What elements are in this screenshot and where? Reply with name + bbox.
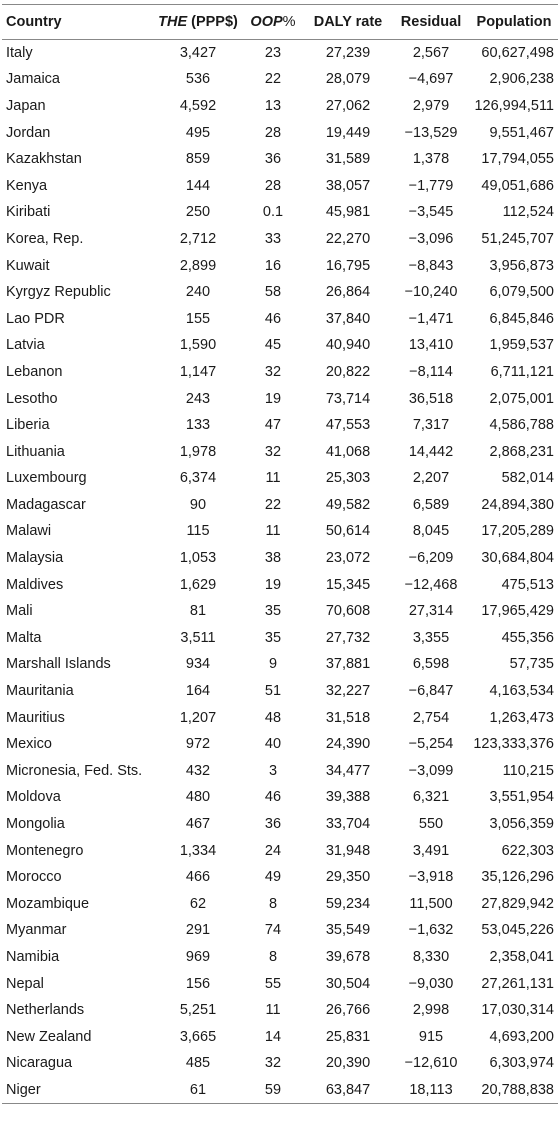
cell-daly: 29,350 <box>325 869 371 886</box>
cell-oop: 19 <box>264 390 282 407</box>
cell-country: Latvia <box>6 337 45 354</box>
cell-population: 24,894,380 <box>481 496 554 513</box>
cell-country: Kyrgyz Republic <box>6 284 111 301</box>
cell-country: Niger <box>6 1081 41 1098</box>
cell-country: Lithuania <box>6 443 65 460</box>
cell-population: 49,051,686 <box>481 177 554 194</box>
cell-daly: 25,831 <box>325 1028 371 1045</box>
cell-country: Lesotho <box>6 390 58 407</box>
cell-the: 859 <box>185 151 211 168</box>
cell-the: 144 <box>185 177 211 194</box>
cell-daly: 27,732 <box>325 629 371 646</box>
cell-country: Kiribati <box>6 204 51 221</box>
cell-the: 1,334 <box>179 842 217 859</box>
cell-residual: 3,491 <box>412 842 450 859</box>
cell-oop: 3 <box>268 762 278 779</box>
cell-the: 1,629 <box>179 576 217 593</box>
cell-residual: 6,321 <box>412 789 450 806</box>
cell-residual: 8,045 <box>412 523 450 540</box>
cell-daly: 20,822 <box>325 363 371 380</box>
cell-oop: 11 <box>265 523 281 540</box>
header-oop <box>242 5 304 40</box>
cell-the: 3,665 <box>179 1028 217 1045</box>
table-row <box>2 1050 558 1077</box>
table-row <box>2 758 558 785</box>
cell-the: 2,712 <box>179 230 217 247</box>
cell-daly: 26,766 <box>325 1002 371 1019</box>
cell-the: 61 <box>189 1081 207 1098</box>
cell-residual: 8,330 <box>412 948 450 965</box>
table-row <box>2 279 558 306</box>
cell-the: 243 <box>185 390 211 407</box>
cell-daly: 22,270 <box>325 230 371 247</box>
cell-residual: −10,240 <box>404 284 458 301</box>
cell-population: 1,263,473 <box>489 709 554 726</box>
cell-daly: 37,881 <box>325 656 371 673</box>
cell-population: 2,906,238 <box>489 71 554 88</box>
table-row <box>2 66 558 93</box>
cell-residual: −12,610 <box>404 1055 458 1072</box>
country-health-table <box>2 4 558 1104</box>
cell-the: 3,511 <box>180 629 216 646</box>
cell-residual: 36,518 <box>408 390 454 407</box>
cell-population: 35,126,296 <box>481 869 554 886</box>
cell-country: Liberia <box>6 417 50 434</box>
cell-the: 155 <box>185 310 211 327</box>
cell-residual: −3,918 <box>408 869 454 886</box>
cell-daly: 45,981 <box>325 204 371 221</box>
table-row <box>2 837 558 864</box>
cell-the: 972 <box>185 736 211 753</box>
table-row <box>2 40 558 67</box>
cell-residual: 13,410 <box>408 337 454 354</box>
cell-country: Kazakhstan <box>6 151 82 168</box>
cell-population: 4,586,788 <box>489 417 554 434</box>
cell-daly: 24,390 <box>325 736 371 753</box>
cell-population: 110,215 <box>502 762 554 779</box>
cell-the: 4,592 <box>179 97 217 114</box>
table-row <box>2 917 558 944</box>
cell-population: 60,627,498 <box>481 45 554 62</box>
table-row <box>2 385 558 412</box>
cell-daly: 47,553 <box>325 417 371 434</box>
cell-daly: 25,303 <box>325 470 371 487</box>
cell-oop: 35 <box>264 629 282 646</box>
cell-country: Italy <box>6 45 33 62</box>
header-row <box>2 5 558 40</box>
table-row <box>2 678 558 705</box>
cell-daly: 30,504 <box>325 975 371 992</box>
cell-the: 485 <box>185 1055 211 1072</box>
cell-residual: −1,779 <box>408 177 454 194</box>
cell-daly: 59,234 <box>325 895 371 912</box>
cell-oop: 46 <box>264 789 282 806</box>
cell-country: Korea, Rep. <box>6 230 84 247</box>
cell-country: Kuwait <box>6 257 50 274</box>
cell-daly: 38,057 <box>325 177 371 194</box>
cell-residual: 6,589 <box>412 496 450 513</box>
cell-residual: 2,567 <box>412 45 450 62</box>
cell-residual: −4,697 <box>408 71 454 88</box>
cell-country: Luxembourg <box>6 470 87 487</box>
cell-daly: 31,518 <box>325 709 371 726</box>
cell-population: 2,358,041 <box>489 948 554 965</box>
table-row <box>2 731 558 758</box>
cell-country: Kenya <box>6 177 48 194</box>
cell-the: 164 <box>185 683 211 700</box>
cell-population: 3,551,954 <box>489 789 554 806</box>
cell-oop: 55 <box>264 975 282 992</box>
cell-daly: 26,864 <box>325 284 371 301</box>
cell-the: 250 <box>185 204 211 221</box>
cell-the: 934 <box>185 656 211 673</box>
cell-oop: 22 <box>264 496 282 513</box>
cell-residual: −3,545 <box>408 204 454 221</box>
cell-residual: 18,113 <box>409 1081 453 1098</box>
table-row <box>2 1077 558 1104</box>
cell-daly: 39,678 <box>325 948 371 965</box>
cell-population: 27,261,131 <box>481 975 554 992</box>
cell-the: 467 <box>185 816 211 833</box>
cell-population: 27,829,942 <box>481 895 554 912</box>
cell-population: 20,788,838 <box>481 1081 554 1098</box>
cell-oop: 58 <box>264 284 282 301</box>
table-row <box>2 252 558 279</box>
table-header <box>2 5 558 40</box>
cell-the: 1,207 <box>179 709 217 726</box>
cell-oop: 13 <box>264 97 282 114</box>
cell-population: 6,845,846 <box>489 310 554 327</box>
cell-population: 51,245,707 <box>481 230 554 247</box>
cell-the: 969 <box>185 948 211 965</box>
cell-oop: 14 <box>264 1028 282 1045</box>
cell-residual: −12,468 <box>404 576 458 593</box>
cell-residual: −13,529 <box>404 124 458 141</box>
cell-country: Micronesia, Fed. Sts. <box>6 762 143 779</box>
cell-daly: 15,345 <box>325 576 371 593</box>
cell-population: 622,303 <box>501 842 554 859</box>
cell-country: Lao PDR <box>6 310 65 327</box>
cell-oop: 47 <box>264 417 282 434</box>
cell-oop: 23 <box>264 45 282 62</box>
cell-population: 17,965,429 <box>481 603 554 620</box>
cell-daly: 28,079 <box>325 71 371 88</box>
cell-population: 582,014 <box>501 470 554 487</box>
cell-population: 17,205,289 <box>481 523 554 540</box>
cell-country: Malaysia <box>6 550 64 567</box>
table-row <box>2 784 558 811</box>
table-row <box>2 1023 558 1050</box>
table-row <box>2 465 558 492</box>
table-row <box>2 93 558 120</box>
cell-the: 480 <box>185 789 211 806</box>
table-row <box>2 412 558 439</box>
table-row <box>2 625 558 652</box>
cell-residual: −8,114 <box>409 363 453 380</box>
cell-oop: 0.1 <box>262 204 284 221</box>
cell-population: 3,956,873 <box>489 257 554 274</box>
header-oop-unit: % <box>282 14 296 30</box>
cell-the: 6,374 <box>179 470 217 487</box>
cell-the: 62 <box>189 895 207 912</box>
header-oop-abbrev: OOP <box>250 14 283 30</box>
cell-population: 17,794,055 <box>481 151 554 168</box>
cell-country: Lebanon <box>6 363 63 380</box>
cell-oop: 8 <box>268 895 278 912</box>
cell-country: Morocco <box>6 869 62 886</box>
cell-residual: −6,209 <box>408 550 454 567</box>
cell-the: 1,147 <box>179 363 217 380</box>
cell-country: Mongolia <box>6 816 65 833</box>
cell-daly: 49,582 <box>325 496 371 513</box>
cell-country: Montenegro <box>6 842 84 859</box>
cell-residual: −1,632 <box>408 922 454 939</box>
cell-residual: 6,598 <box>412 656 450 673</box>
cell-country: Mali <box>6 603 33 620</box>
cell-the: 240 <box>185 284 211 301</box>
cell-country: Netherlands <box>6 1002 85 1019</box>
cell-country: Maldives <box>6 576 64 593</box>
table-row <box>2 332 558 359</box>
cell-oop: 49 <box>264 869 282 886</box>
cell-population: 3,056,359 <box>489 816 554 833</box>
cell-population: 4,693,200 <box>489 1028 554 1045</box>
cell-oop: 35 <box>264 603 282 620</box>
cell-daly: 32,227 <box>325 683 371 700</box>
table-row <box>2 891 558 918</box>
cell-country: New Zealand <box>6 1028 92 1045</box>
table-row <box>2 199 558 226</box>
cell-the: 2,899 <box>179 257 217 274</box>
cell-residual: −3,096 <box>408 230 454 247</box>
header-the-unit: (PPP$) <box>187 14 238 30</box>
cell-oop: 32 <box>264 1055 282 1072</box>
cell-daly: 41,068 <box>325 443 371 460</box>
header-residual: Residual <box>400 14 462 30</box>
cell-the: 536 <box>185 71 211 88</box>
cell-daly: 19,449 <box>325 124 371 141</box>
cell-oop: 28 <box>264 124 282 141</box>
cell-residual: −9,030 <box>408 975 454 992</box>
table-row <box>2 359 558 386</box>
cell-oop: 19 <box>264 576 282 593</box>
table-row <box>2 598 558 625</box>
table-body <box>2 40 558 1104</box>
cell-residual: 915 <box>418 1028 444 1045</box>
cell-population: 2,868,231 <box>489 443 554 460</box>
cell-population: 455,356 <box>501 629 554 646</box>
cell-country: Japan <box>6 97 46 114</box>
cell-residual: −8,843 <box>408 257 454 274</box>
table-row <box>2 571 558 598</box>
cell-population: 123,333,376 <box>473 736 554 753</box>
cell-population: 30,684,804 <box>481 550 554 567</box>
cell-oop: 9 <box>268 656 278 673</box>
cell-daly: 31,948 <box>325 842 371 859</box>
cell-oop: 32 <box>264 363 282 380</box>
cell-the: 1,053 <box>179 550 217 567</box>
cell-oop: 51 <box>264 683 282 700</box>
cell-country: Moldova <box>6 789 61 806</box>
cell-the: 1,978 <box>179 443 217 460</box>
cell-daly: 27,062 <box>325 97 371 114</box>
cell-country: Mozambique <box>6 895 90 912</box>
cell-oop: 74 <box>264 922 282 939</box>
cell-residual: 2,754 <box>412 709 450 726</box>
cell-residual: 7,317 <box>412 417 450 434</box>
cell-population: 126,994,511 <box>474 97 554 114</box>
table-row <box>2 864 558 891</box>
cell-residual: 550 <box>418 816 444 833</box>
cell-daly: 35,549 <box>325 922 371 939</box>
cell-residual: 2,979 <box>412 97 450 114</box>
table-row <box>2 811 558 838</box>
cell-oop: 38 <box>264 550 282 567</box>
cell-the: 466 <box>185 869 211 886</box>
table-row <box>2 305 558 332</box>
cell-oop: 59 <box>264 1081 282 1098</box>
cell-country: Madagascar <box>6 496 86 513</box>
cell-daly: 63,847 <box>325 1081 371 1098</box>
table-row <box>2 146 558 173</box>
cell-daly: 23,072 <box>325 550 371 567</box>
cell-oop: 11 <box>265 1002 281 1019</box>
table-row <box>2 704 558 731</box>
header-the-abbrev: THE <box>158 14 188 30</box>
cell-residual: 2,998 <box>412 1002 450 1019</box>
cell-population: 53,045,226 <box>481 922 554 939</box>
cell-oop: 33 <box>264 230 282 247</box>
cell-population: 9,551,467 <box>489 124 554 141</box>
header-country: Country <box>6 14 62 30</box>
cell-country: Mauritania <box>6 683 74 700</box>
cell-the: 3,427 <box>179 45 217 62</box>
table-row <box>2 172 558 199</box>
header-daly: DALY rate <box>313 14 383 30</box>
table-row <box>2 518 558 545</box>
cell-population: 6,303,974 <box>489 1055 554 1072</box>
cell-the: 81 <box>189 603 207 620</box>
cell-daly: 20,390 <box>325 1055 371 1072</box>
cell-daly: 37,840 <box>325 310 371 327</box>
cell-the: 115 <box>186 523 210 540</box>
cell-daly: 40,940 <box>325 337 371 354</box>
table-row <box>2 492 558 519</box>
cell-country: Nicaragua <box>6 1055 73 1072</box>
cell-oop: 16 <box>264 257 282 274</box>
cell-daly: 73,714 <box>325 390 371 407</box>
cell-residual: 3,355 <box>412 629 450 646</box>
cell-residual: −3,099 <box>408 762 454 779</box>
cell-population: 6,079,500 <box>489 284 554 301</box>
cell-daly: 39,388 <box>325 789 371 806</box>
cell-population: 475,513 <box>501 576 554 593</box>
cell-oop: 36 <box>264 816 282 833</box>
cell-the: 5,251 <box>179 1002 217 1019</box>
table-row <box>2 226 558 253</box>
cell-the: 90 <box>189 496 207 513</box>
header-the <box>154 5 242 40</box>
table-row <box>2 997 558 1024</box>
cell-the: 495 <box>185 124 211 141</box>
table-row <box>2 438 558 465</box>
cell-the: 432 <box>185 762 211 779</box>
cell-the: 156 <box>185 975 211 992</box>
cell-country: Malawi <box>6 523 52 540</box>
cell-residual: −1,471 <box>408 310 454 327</box>
cell-oop: 11 <box>265 470 281 487</box>
cell-daly: 50,614 <box>325 523 371 540</box>
table-row <box>2 119 558 146</box>
cell-country: Namibia <box>6 948 60 965</box>
cell-oop: 45 <box>264 337 282 354</box>
header-population: Population <box>476 14 552 30</box>
cell-oop: 32 <box>264 443 282 460</box>
cell-oop: 8 <box>268 948 278 965</box>
cell-oop: 46 <box>264 310 282 327</box>
cell-residual: −5,254 <box>408 736 454 753</box>
cell-daly: 16,795 <box>325 257 371 274</box>
cell-population: 57,735 <box>509 656 554 673</box>
cell-population: 4,163,534 <box>489 683 554 700</box>
cell-residual: 1,378 <box>412 151 450 168</box>
cell-population: 1,959,537 <box>489 337 554 354</box>
cell-oop: 40 <box>264 736 282 753</box>
cell-country: Nepal <box>6 975 44 992</box>
cell-population: 17,030,314 <box>481 1002 554 1019</box>
cell-residual: 2,207 <box>412 470 450 487</box>
cell-residual: 27,314 <box>408 603 454 620</box>
cell-oop: 36 <box>264 151 282 168</box>
cell-oop: 28 <box>264 177 282 194</box>
cell-population: 112,524 <box>502 204 554 221</box>
cell-population: 6,711,121 <box>490 363 554 380</box>
cell-country: Mauritius <box>6 709 65 726</box>
cell-oop: 24 <box>264 842 282 859</box>
cell-country: Jamaica <box>6 71 60 88</box>
cell-residual: 14,442 <box>408 443 454 460</box>
cell-oop: 22 <box>264 71 282 88</box>
cell-residual: −6,847 <box>408 683 454 700</box>
cell-the: 1,590 <box>179 337 217 354</box>
cell-oop: 48 <box>264 709 282 726</box>
cell-the: 133 <box>185 417 211 434</box>
cell-daly: 33,704 <box>325 816 371 833</box>
cell-daly: 70,608 <box>325 603 371 620</box>
cell-residual: 11,500 <box>409 895 453 912</box>
cell-country: Mexico <box>6 736 52 753</box>
table-row <box>2 651 558 678</box>
cell-daly: 27,239 <box>325 45 371 62</box>
cell-country: Jordan <box>6 124 51 141</box>
cell-population: 2,075,001 <box>489 390 554 407</box>
table-row <box>2 944 558 971</box>
table-row <box>2 970 558 997</box>
cell-the: 291 <box>185 922 211 939</box>
cell-country: Malta <box>6 629 42 646</box>
table-row <box>2 545 558 572</box>
cell-country: Marshall Islands <box>6 656 111 673</box>
cell-daly: 34,477 <box>325 762 371 779</box>
cell-country: Myanmar <box>6 922 67 939</box>
cell-daly: 31,589 <box>325 151 371 168</box>
